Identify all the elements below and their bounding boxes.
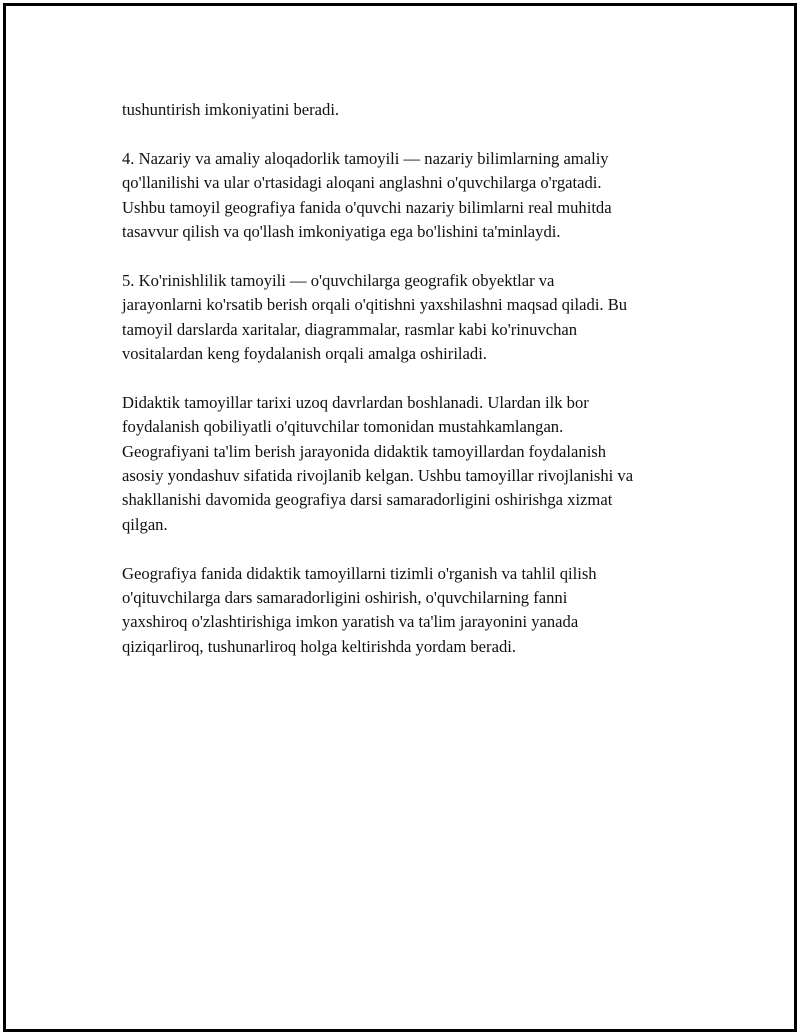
paragraph-principle-5: 5. Ko'rinishlilik tamoyili — o'quvchilarga geografik obyektlar va jarayonlarni ko'rsatib berish orqali o'qitishni yaxshilashni maqsad qiladi. Bu tamoyil darslarda xaritalar, diagrammalar, rasmlar kabi ko'rinuvchan vositalardan keng foydalanish orqali amalga oshiriladi. — [122, 270, 628, 364]
paragraph-principle-4: 4. Nazariy va amaliy aloqadorlik tamoyili — nazariy bilimlarning amaliy qo'llanilishi va ular o'rtasidagi aloqani anglashni o'quvchilarga o'rgatadi. Ushbu tamoyil geografiya fanida o'quvchi nazariy bilimlarni real muhitda tasavvur qilish va qo'llash imkoniyatiga ega bo'lishini ta'minlaydi. — [122, 148, 612, 242]
paragraph-continuation: tushuntirish imkoniyatini beradi. — [122, 100, 340, 119]
page-frame — [3, 3, 797, 1032]
paragraph-conclusion: Geografiya fanida didaktik tamoyillarni tizimli o'rganish va tahlil qilish o'qituvchilarga dars samaradorligini oshirish, o'quvchilarning fanni yaxshiroq o'zlashtirishiga imkon yaratish va ta'lim jarayonini yanada qiziqarliroq, tushunarliroq holga keltirishda yordam beradi. — [122, 563, 597, 656]
document-body — [122, 98, 702, 684]
paragraph-history: Didaktik tamoyillar tarixi uzoq davrlardan boshlanadi. Ulardan ilk bor foydalanish qobiliyatli o'qituvchilar tomonidan mustahkamlangan. Geografiyani ta'lim berish jarayonida didaktik tamoyillardan foydalanish asosiy yondashuv sifatida rivojlanib kelgan. Ushbu tamoyillar rivojlanishi va shakllanishi davomida geografiya darsi samaradorligini oshirishga xizmat qilgan. — [122, 392, 634, 534]
